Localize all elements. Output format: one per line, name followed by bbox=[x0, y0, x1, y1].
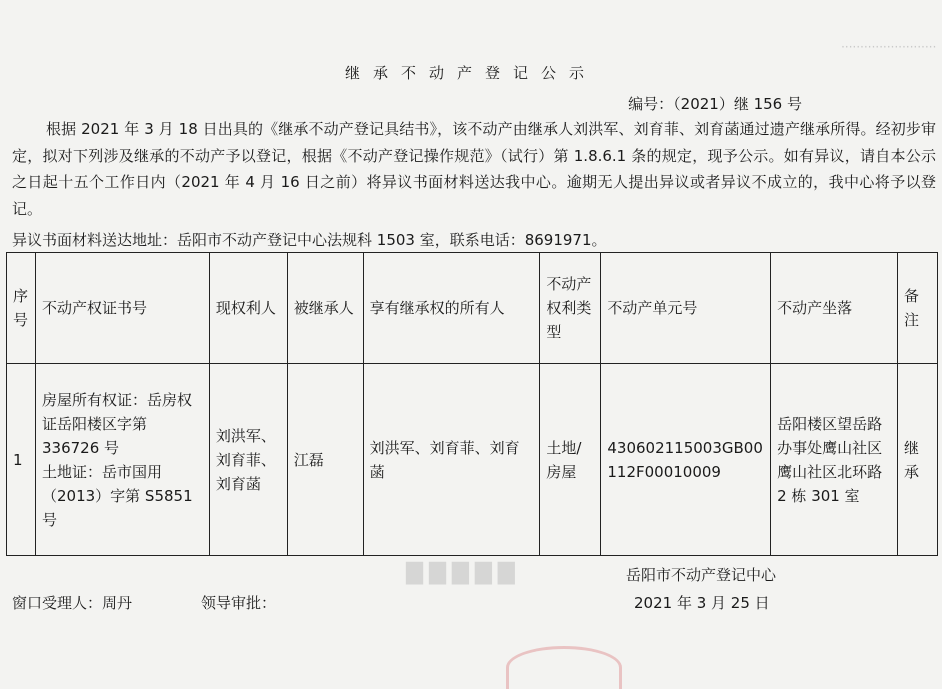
header-right-type: 不动产权利类型 bbox=[540, 253, 601, 364]
bleed-through-text: ▇▇▇▇▇ bbox=[400, 560, 515, 585]
bleed-through-text: ························· bbox=[840, 40, 936, 54]
cert-house: 房屋所有权证：岳房权证岳阳楼区字第 336726 号 bbox=[41, 390, 192, 457]
table-row bbox=[7, 364, 938, 556]
cell-unit-no: 430602115003GB00112F00010009 bbox=[601, 364, 771, 556]
cell-cert bbox=[35, 364, 209, 556]
header-location: 不动产坐落 bbox=[771, 253, 898, 364]
notice-body: 根据 2021 年 3 月 18 日出具的《继承不动产登记具结书》，该不动产由继承人刘洪军、刘育菲、刘育菡通过遗产继承所得。经初步审定，拟对下列涉及继承的不动产予以登记，根据《不动产登记操作规范》（试行）第 1.8.6.1 条的规定，现予公示。如有异议，请自本公示之日起十五个工作日内（2021 年 4 月 16 日之前）将异议书面材料送达我中心。逾期无人提出异议或者异议不成立的，我中心将予以登记。 bbox=[12, 120, 936, 218]
cert-land: 土地证：岳市国用（2013）字第 S5851 号 bbox=[41, 462, 193, 529]
cell-owner: 刘洪军、刘育菲、刘育菡 bbox=[209, 364, 287, 556]
cell-right-type: 土地/房屋 bbox=[540, 364, 601, 556]
header-heirs: 享有继承权的所有人 bbox=[363, 253, 540, 364]
window-clerk: 窗口受理人：周丹 bbox=[12, 594, 133, 612]
notice-title: 继承不动产登记公示 bbox=[344, 64, 597, 82]
header-seq: 序号 bbox=[7, 253, 36, 364]
issuing-organization: 岳阳市不动产登记中心 bbox=[626, 566, 777, 584]
notice-table bbox=[6, 252, 938, 556]
objection-address: 异议书面材料送达地址：岳阳市不动产登记中心法规科 1503 室，联系电话：8691971。 bbox=[12, 231, 607, 249]
header-owner: 现权利人 bbox=[209, 253, 287, 364]
header-remark: 备注 bbox=[897, 253, 937, 364]
cell-heirs: 刘洪军、刘育菲、刘育菡 bbox=[363, 364, 540, 556]
issue-date: 2021 年 3 月 25 日 bbox=[634, 594, 770, 612]
cell-location: 岳阳楼区望岳路办事处鹰山社区鹰山社区北环路 2 栋 301 室 bbox=[771, 364, 898, 556]
header-unit-no: 不动产单元号 bbox=[601, 253, 771, 364]
cell-seq: 1 bbox=[7, 364, 36, 556]
header-deceased: 被继承人 bbox=[287, 253, 363, 364]
cell-deceased: 江磊 bbox=[287, 364, 363, 556]
document-number: 编号：（2021）继 156 号 bbox=[628, 95, 802, 113]
cell-remark: 继承 bbox=[897, 364, 937, 556]
table-header-row bbox=[7, 253, 938, 364]
header-cert: 不动产权证书号 bbox=[35, 253, 209, 364]
leader-review: 领导审批： bbox=[201, 594, 277, 612]
